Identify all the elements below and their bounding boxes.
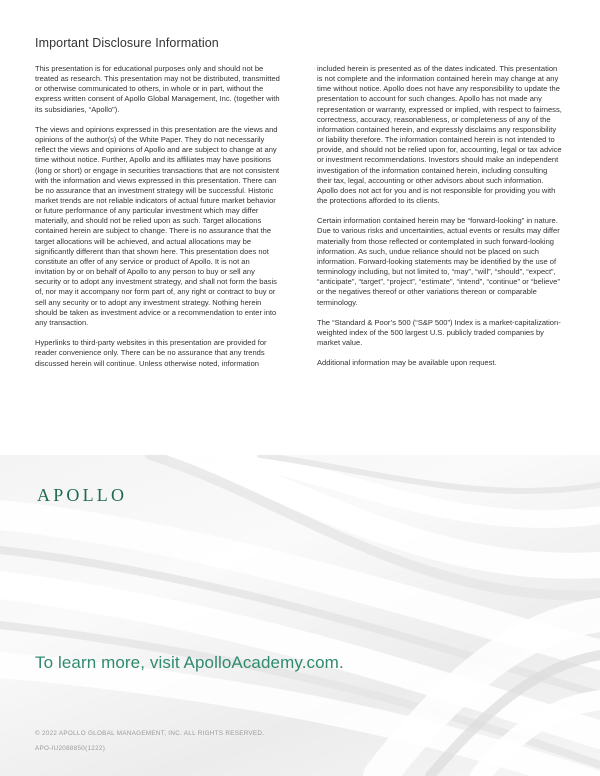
paragraph: included herein is presented as of the dates indicated. This presentation is not complete and the information contained herein may change at any time without notice. Apollo does not have any responsibility to update the presentation to account for such changes. Apollo has not made any representation or warranty, expressed or implied, with respect to fairness, correctness, accuracy, reasonableness, or completeness of any of the information contained herein, and expressly disclaims any responsibility or liability therefore. The information contained herein is not intended to provide, and should not be relied upon for, accounting, legal or tax advice or investment recommendations. Investors should make an independent investigation of the information contained herein, including consulting their tax, legal, accounting or other advisors about such information. Apollo does not act for you and is not responsible for providing you with the protections afforded to its clients. [317,64,562,206]
paragraph: The views and opinions expressed in this presentation are the views and opinions of the author(s) of the White Paper. They do not necessarily reflect the views and opinions of Apollo and are subject to change at any time without notice. Further, Apollo and its affiliates may have positions (long or short) or engage in securities transactions that are not consistent with the information and views expressed in this presentation. There can be no assurance that an investment strategy will be successful. Historic market trends are not reliable indicators of actual future market behavior or future performance of any particular investment which may differ materially, and should not be relied upon as such. Target allocations contained herein are subject to change. There is no assurance that the target allocations will be achieved, and actual allocations may be significantly different than that shown here. This presentation does not constitute an offer of any service or product of Apollo. It is not an invitation by or on behalf of Apollo to any person to buy or sell any security or to adopt any investment strategy, and shall not form the basis of, nor may it accompany nor form part of, any right or contract to buy or sell any security or to adopt any investment strategy. Nothing herein should be taken as investment advice or a recommendation to enter into any transaction. [35,124,280,327]
disclosure-right-column [317,64,563,379]
document-code: APO-IU2088850(1222) [35,745,106,752]
paragraph: Certain information contained herein may be “forward-looking” in nature. Due to various risks and uncertainties, actual events or results may differ materially from those reflected or contemplated in such forward-looking information. As such, undue reliance should not be placed on such information. Forward-looking statements may be identified by the use of terminology including, but not limited to, “may”, “will”, “should”, “expect”, “anticipate”, “target”, “project”, “estimate”, “intend”, “continue” or “believe” or the negatives thereof or other variations thereon or comparable terminology. [317,216,560,307]
academy-link[interactable]: To learn more, visit ApolloAcademy.com. [35,653,344,672]
back-cover [0,455,600,776]
paragraph: Additional information may be available upon request. [317,358,497,368]
disclosure-left-column [35,64,281,379]
paragraph: The “Standard & Poor’s 500 (“S&P 500”) Index is a market-capitalization-weighted index of the 500 largest U.S. publicly traded companies by market value. [317,317,561,348]
copyright-notice: © 2022 APOLLO GLOBAL MANAGEMENT, INC. ALL RIGHTS RESERVED. [35,730,265,737]
paragraph: This presentation is for educational purposes only and should not be treated as research. This presentation may not be distributed, transmitted or otherwise communicated to others, in whole or in part, without the express written consent of Apollo Global Management, Inc. (together with its subsidiaries, “Apollo”). [35,64,280,114]
page-title: Important Disclosure Information [35,36,219,50]
paragraph: Hyperlinks to third-party websites in this presentation are provided for reader convenience only. There can be no assurance that any trends discussed herein will continue. Unless otherwise noted, information [35,338,267,368]
apollo-logo: APOLLO [37,485,128,505]
